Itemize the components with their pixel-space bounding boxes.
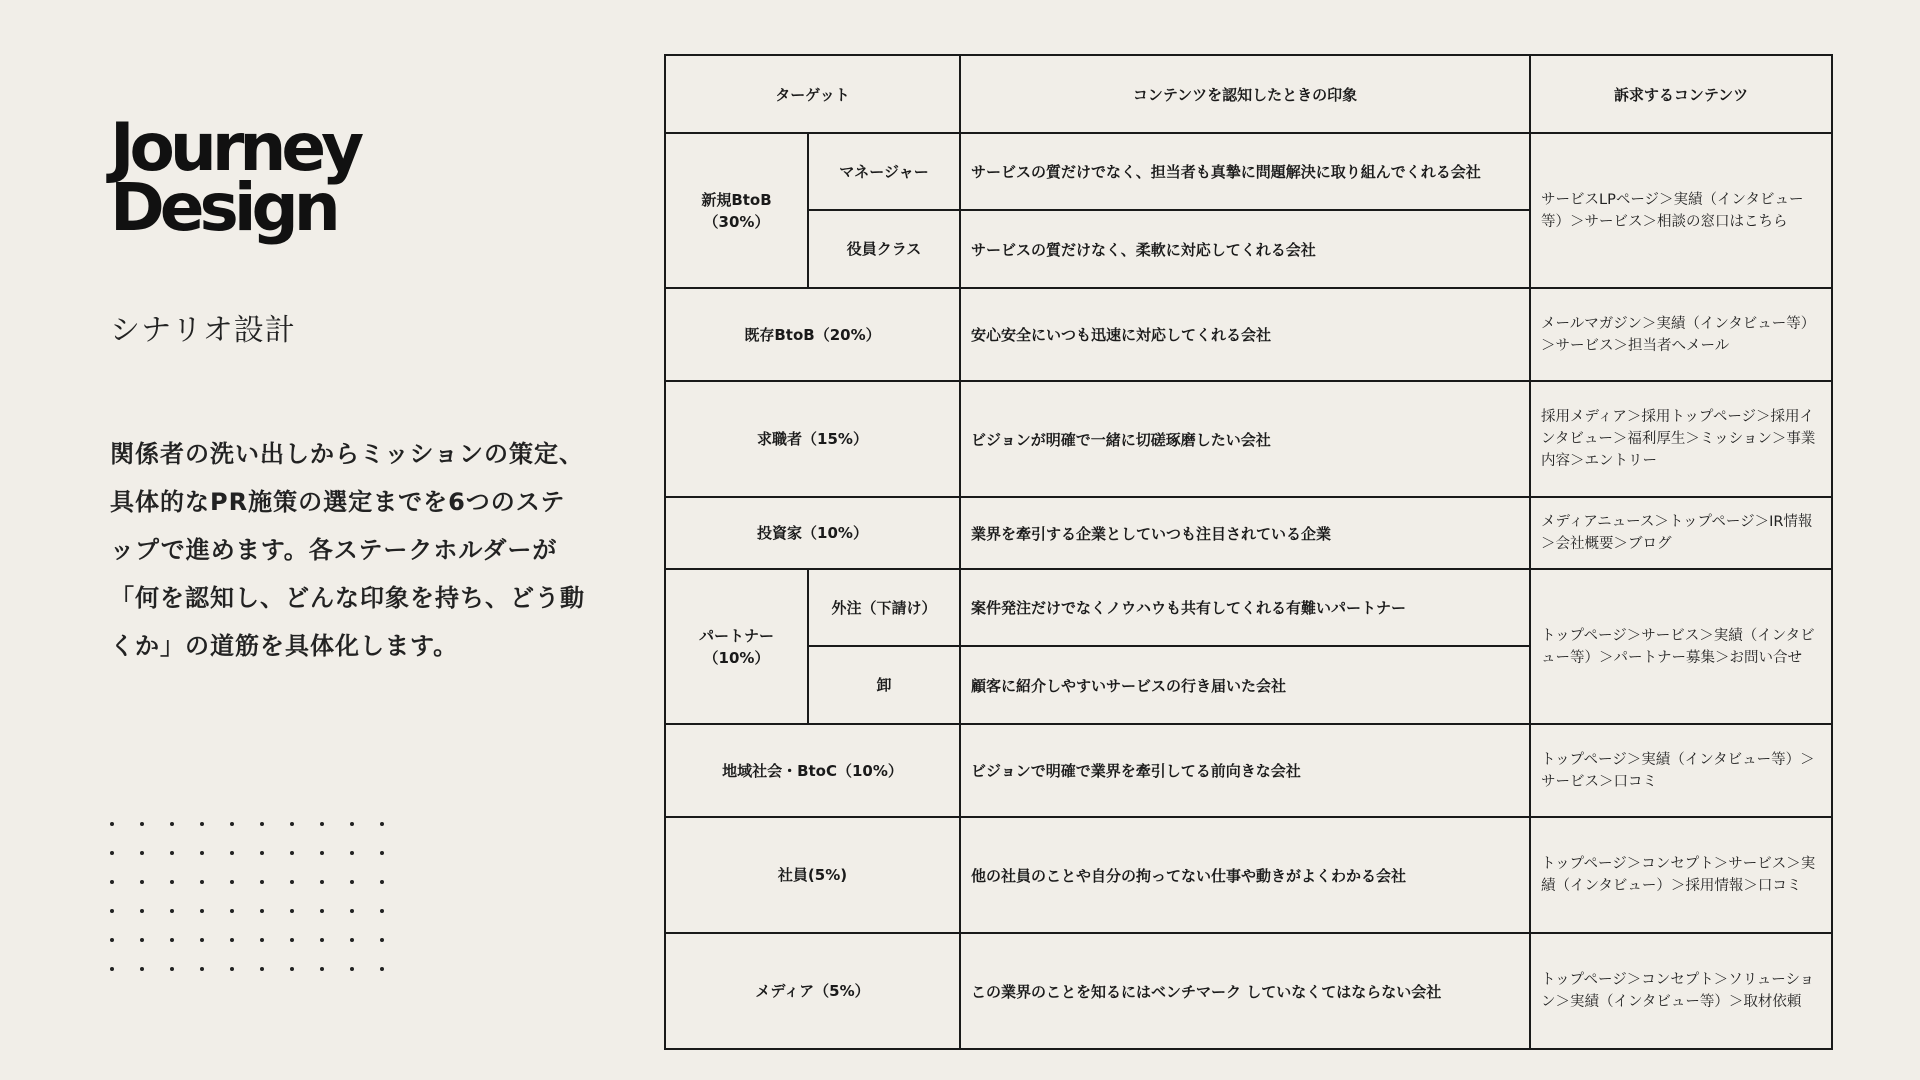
description-text: 関係者の洗い出しからミッションの策定、具体的なPR施策の選定までを6つのステップで進めます。各ステークホルダーが「何を認知し、どんな印象を持ち、どう動くか」の道筋を具体化します。 xyxy=(110,440,585,660)
dot-decoration xyxy=(260,851,264,855)
impression-cell: 業界を牽引する企業としていつも注目されている企業 xyxy=(960,497,1530,569)
title-line-1: Journey xyxy=(110,109,360,186)
dot-decoration xyxy=(320,967,324,971)
dot-decoration xyxy=(140,938,144,942)
dot-decoration xyxy=(170,880,174,884)
subsegment-manager: マネージャー xyxy=(808,133,960,210)
segment-media: メディア（5%） xyxy=(665,933,960,1049)
dot-decoration xyxy=(110,967,114,971)
dot-decoration xyxy=(350,851,354,855)
dot-decoration xyxy=(230,967,234,971)
dot-decoration xyxy=(320,909,324,913)
subsegment-subcontract: 外注（下請け） xyxy=(808,569,960,646)
impression-cell: この業界のことを知るにはベンチマーク していなくてはならない会社 xyxy=(960,933,1530,1049)
dot-decoration xyxy=(350,822,354,826)
dot-decoration xyxy=(230,851,234,855)
dot-decoration xyxy=(320,822,324,826)
dot-decoration xyxy=(260,822,264,826)
table-row xyxy=(665,381,1832,497)
dot-decoration xyxy=(230,909,234,913)
dot-decoration xyxy=(260,938,264,942)
dot-decoration xyxy=(380,880,384,884)
title-line-2: Design xyxy=(110,169,336,246)
impression-cell: サービスの質だけでなく、担当者も真摯に問題解決に取り組んでくれる会社 xyxy=(960,133,1530,210)
segment-share: （30%） xyxy=(703,212,770,231)
dot-decoration xyxy=(170,851,174,855)
content-cell: トップページ＞実績（インタビュー等）＞サービス＞口コミ xyxy=(1530,724,1832,817)
impression-cell: ビジョンが明確で一緒に切磋琢磨したい会社 xyxy=(960,381,1530,497)
impression-cell: ビジョンで明確で業界を牽引してる前向きな会社 xyxy=(960,724,1530,817)
header-impression: コンテンツを認知したときの印象 xyxy=(960,55,1530,133)
dot-decoration xyxy=(290,909,294,913)
content-cell: 採用メディア＞採用トップページ＞採用インタビュー＞福利厚生＞ミッション＞事業内容＞エントリー xyxy=(1530,381,1832,497)
table-row xyxy=(665,497,1832,569)
dot-decoration xyxy=(170,967,174,971)
dot-decoration xyxy=(140,851,144,855)
dot-decoration xyxy=(200,909,204,913)
impression-cell: 顧客に紹介しやすいサービスの行き届いた会社 xyxy=(960,646,1530,724)
dot-decoration xyxy=(200,851,204,855)
dot-decoration xyxy=(350,967,354,971)
table-row xyxy=(665,288,1832,381)
subsegment-executive: 役員クラス xyxy=(808,210,960,288)
dot-decoration xyxy=(200,822,204,826)
dot-decoration xyxy=(290,822,294,826)
content-cell: トップページ＞コンセプト＞ソリューション＞実績（インタビュー等）＞取材依頼 xyxy=(1530,933,1832,1049)
segment-new-btob xyxy=(665,133,808,288)
dot-decoration xyxy=(350,938,354,942)
dot-decoration xyxy=(290,938,294,942)
dot-decoration xyxy=(380,909,384,913)
segment-group-label: パートナー xyxy=(698,626,774,645)
dot-decoration xyxy=(380,822,384,826)
content-cell: サービスLPページ＞実績（インタビュー等）＞サービス＞相談の窓口はこちら xyxy=(1530,133,1832,288)
dot-decoration xyxy=(380,967,384,971)
dot-decoration xyxy=(290,851,294,855)
content-cell: トップページ＞サービス＞実績（インタビュー等）＞パートナー募集＞お問い合せ xyxy=(1530,569,1832,724)
header-target: ターゲット xyxy=(665,55,960,133)
segment-group-label: 新規BtoB xyxy=(701,190,772,209)
dot-decoration xyxy=(200,938,204,942)
impression-cell: 他の社員のことや自分の拘ってない仕事や動きがよくわかる会社 xyxy=(960,817,1530,933)
segment-employee: 社員(5%) xyxy=(665,817,960,933)
journey-design-title xyxy=(110,109,360,246)
segment-partner xyxy=(665,569,808,724)
dot-decoration xyxy=(320,880,324,884)
dot-decoration xyxy=(380,851,384,855)
section-subtitle: シナリオ設計 xyxy=(110,313,296,348)
dot-decoration xyxy=(140,909,144,913)
dot-decoration xyxy=(170,909,174,913)
table-row xyxy=(665,724,1832,817)
dot-decoration xyxy=(200,967,204,971)
table-row xyxy=(665,133,1832,210)
dot-decoration xyxy=(380,938,384,942)
impression-cell: 案件発注だけでなくノウハウも共有してくれる有難いパートナー xyxy=(960,569,1530,646)
table-row xyxy=(665,933,1832,1049)
journey-table xyxy=(664,54,1833,1050)
segment-community: 地域社会・BtoC（10%） xyxy=(665,724,960,817)
dot-decoration xyxy=(350,909,354,913)
table-header-row xyxy=(665,55,1832,133)
dot-decoration xyxy=(140,822,144,826)
dot-decoration xyxy=(230,938,234,942)
content-cell: メールマガジン＞実績（インタビュー等）＞サービス＞担当者へメール xyxy=(1530,288,1832,381)
dot-decoration xyxy=(230,880,234,884)
table-row xyxy=(665,569,1832,646)
impression-cell: サービスの質だけなく、柔軟に対応してくれる会社 xyxy=(960,210,1530,288)
segment-existing-btob: 既存BtoB（20%） xyxy=(665,288,960,381)
dot-decoration xyxy=(290,967,294,971)
content-cell: メディアニュース＞トップページ＞IR情報＞会社概要＞ブログ xyxy=(1530,497,1832,569)
dot-decoration xyxy=(260,909,264,913)
dot-decoration xyxy=(170,822,174,826)
header-content: 訴求するコンテンツ xyxy=(1530,55,1832,133)
dot-decoration xyxy=(140,880,144,884)
dot-decoration xyxy=(110,822,114,826)
dot-decoration xyxy=(230,822,234,826)
table-row xyxy=(665,817,1832,933)
dot-decoration xyxy=(260,967,264,971)
impression-cell: 安心安全にいつも迅速に対応してくれる会社 xyxy=(960,288,1530,381)
dot-decoration xyxy=(170,938,174,942)
segment-job-seeker: 求職者（15%） xyxy=(665,381,960,497)
dot-decoration xyxy=(320,851,324,855)
segment-share: （10%） xyxy=(703,648,770,667)
dot-decoration xyxy=(260,880,264,884)
dot-decoration xyxy=(290,880,294,884)
content-cell: トップページ＞コンセプト＞サービス＞実績（インタビュー）＞採用情報＞口コミ xyxy=(1530,817,1832,933)
dot-decoration xyxy=(350,880,354,884)
segment-investor: 投資家（10%） xyxy=(665,497,960,569)
subsegment-wholesale: 卸 xyxy=(808,646,960,724)
dot-decoration xyxy=(110,880,114,884)
dot-decoration xyxy=(200,880,204,884)
dot-decoration xyxy=(110,909,114,913)
dot-decoration xyxy=(110,938,114,942)
dot-decoration xyxy=(110,851,114,855)
dot-decoration xyxy=(140,967,144,971)
dot-grid-decoration xyxy=(110,822,410,996)
dot-decoration xyxy=(320,938,324,942)
